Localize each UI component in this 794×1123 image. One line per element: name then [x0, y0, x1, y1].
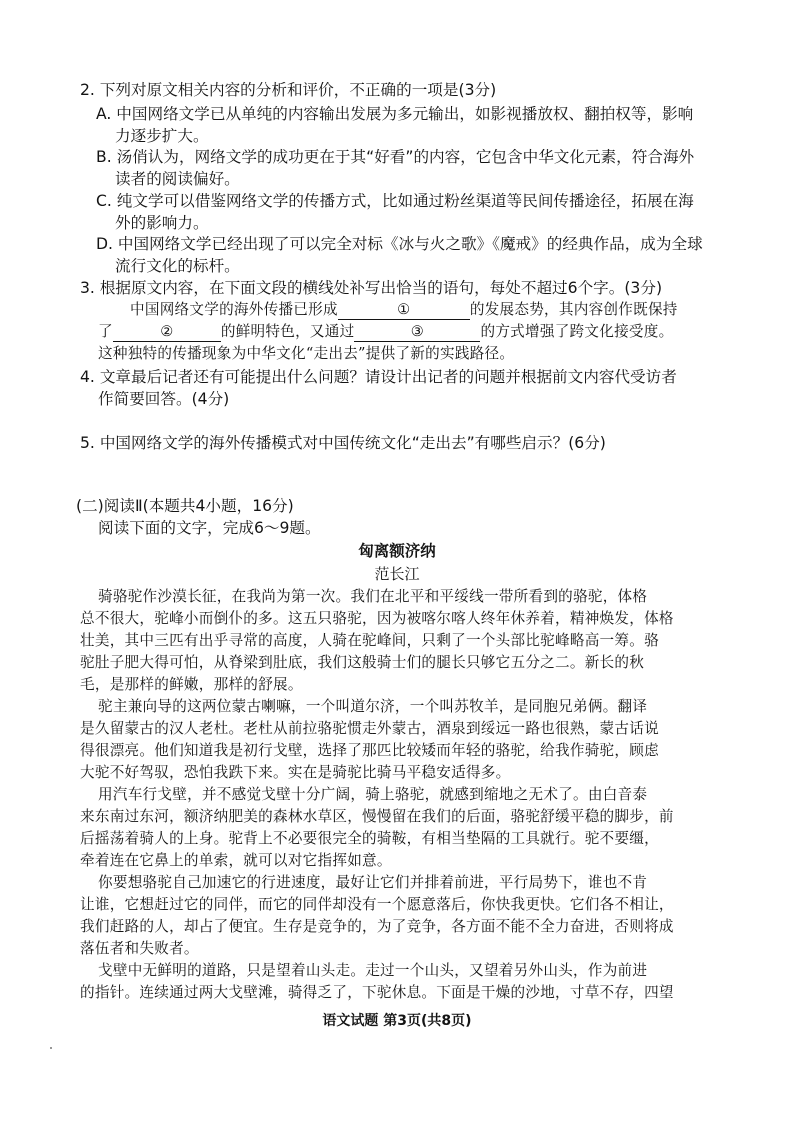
q2-option-b-line2: 读者的阅读偏好。: [115, 170, 240, 188]
q4-stem-line2: 作简要回答。(4分): [98, 390, 230, 408]
essay-line: 得很漂亮。他们知道我是初行戈壁，选择了那匹比较矮而年轻的骆驼，给我作骑驼，顾虑: [80, 742, 659, 759]
q3-stem: 3. 根据原文内容，在下面文段的横线处补写出恰当的语句，每处不超过6个字。(3分): [80, 279, 663, 297]
essay-line: 壮美，其中三匹有出乎寻常的高度，人骑在驼峰间，只剩了一个头部比驼峰略高一筹。骆: [80, 632, 659, 649]
essay-line: 驼主兼向导的这两位蒙古喇嘛，一个叫道尔济，一个叫苏牧羊，是同胞兄弟俩。翻译: [98, 698, 648, 715]
essay-title: 匈离额济纳: [358, 542, 436, 560]
essay-line: 戈壁中无鲜明的道路，只是望着山头走。走过一个山头，又望着另外山头，作为前进: [98, 962, 648, 979]
q3-line1-pre: 中国网络文学的海外传播已形成: [130, 301, 338, 318]
essay-line: 来东南过东河，额济纳肥美的森林水草区，慢慢留在我们的后面，骆驼舒缓平稳的脚步，前: [80, 808, 674, 825]
q2-option-a-line2: 力逐步扩大。: [115, 127, 209, 145]
q3-passage-line2: [98, 322, 673, 342]
q2-option-d-line1: D. 中国网络文学已经出现了可以完全对标《冰与火之歌》《魔戒》的经典作品，成为全球: [96, 235, 703, 253]
q3-blank-2[interactable]: ②: [113, 323, 221, 342]
q3-line2-mid: 的鲜明特色，又通过: [220, 323, 355, 340]
essay-line: 落伍者和失败者。: [80, 940, 199, 957]
q2-option-a-line1: A. 中国网络文学已从单纯的内容输出发展为多元输出，如影视播放权、翻拍权等，影响: [96, 105, 694, 123]
page-footer: 语文试题 第3页(共8页): [322, 1013, 472, 1029]
q2-option-b-line1: B. 汤俏认为，网络文学的成功更在于其“好看”的内容，它包含中华文化元素，符合海外: [96, 148, 695, 166]
q2-option-c-line2: 外的影响力。: [115, 214, 209, 232]
essay-line: 的指针。连续通过两大戈壁滩，骑得乏了，下驼休息。下面是干燥的沙地，寸草不存，四望: [80, 984, 674, 1001]
essay-line: 骑骆驼作沙漠长征，在我尚为第一次。我们在北平和平绥线一带所看到的骆驼，体格: [98, 588, 648, 605]
essay-line: 你要想骆驼自己加速它的行进速度，最好让它们并排着前进，平行局势下，谁也不肯: [98, 874, 648, 891]
essay-line: 用汽车行戈壁，并不感觉戈壁十分广阔，骑上骆驼，就感到缩地之无术了。由白音泰: [98, 786, 648, 803]
q2-option-d-line2: 流行文化的标杆。: [115, 257, 240, 275]
q3-line2-pre: 了: [98, 323, 113, 340]
q3-passage-line1: [130, 300, 678, 320]
essay-line: 总不很大，驼峰小而倒仆的多。这五只骆驼，因为被喀尔喀人终年休养着，精神焕发，体格: [80, 610, 674, 627]
q2-stem: 2. 下列对原文相关内容的分析和评价，不正确的一项是(3分): [80, 81, 497, 99]
q5-stem: 5. 中国网络文学的海外传播模式对中国传统文化“走出去”有哪些启示？(6分): [80, 434, 606, 452]
q3-blank-1[interactable]: ①: [338, 301, 470, 320]
scan-speck: [50, 1047, 52, 1049]
q3-line1-post: 的发展态势，其内容创作既保持: [469, 301, 678, 318]
section-instruction: 阅读下面的文字，完成6～9题。: [98, 519, 321, 537]
q2-option-c-line1: C. 纯文学可以借鉴网络文学的传播方式，比如通过粉丝渠道等民间传播途径，拓展在海: [96, 192, 694, 210]
essay-line: 牵着连在它鼻上的单索，就可以对它指挥如意。: [80, 852, 392, 869]
essay-line: 我们赶路的人，却占了便宜。生存是竞争的，为了竞争，各方面不能不全力奋进，否则将成: [80, 918, 674, 935]
essay-line: 是久留蒙古的汉人老杜。老杜从前拉骆驼惯走外蒙古，酒泉到绥远一路也很熟，蒙古话说: [80, 720, 659, 737]
q3-passage-line3: 这种独特的传播现象为中华文化“走出去”提供了新的实践路径。: [98, 345, 515, 362]
q3-line2-post: 的方式增强了跨文化接受度。: [480, 323, 674, 340]
essay-line: 大驼不好驾驭，恐怕我跌下来。实在是骑驼比骑马平稳安适得多。: [80, 764, 511, 781]
essay-line: 驼肚子肥大得可怕，从脊梁到肚底，我们这般骑士们的腿长只够它五分之二。新长的秋: [80, 654, 645, 671]
q4-stem-line1: 4. 文章最后记者还有可能提出什么问题？请设计出记者的问题并根据前文内容代受访者: [80, 368, 677, 386]
essay-author: 范长江: [374, 565, 420, 583]
essay-line: 毛，是那样的鲜嫩，那样的舒展。: [80, 676, 303, 693]
section-heading: (二)阅读Ⅱ(本题共4小题，16分): [76, 497, 294, 515]
q3-blank-3[interactable]: ③: [354, 323, 480, 342]
essay-line: 后摇荡着骑人的上身。驼背上不必要很完全的骑鞍，有相当垫隔的工具就行。驼不要缰，: [80, 830, 659, 847]
essay-line: 让谁，它想赶过它的同伴，而它的同伴却没有一个愿意落后，你快我更快。它们各不相让，: [80, 896, 674, 913]
